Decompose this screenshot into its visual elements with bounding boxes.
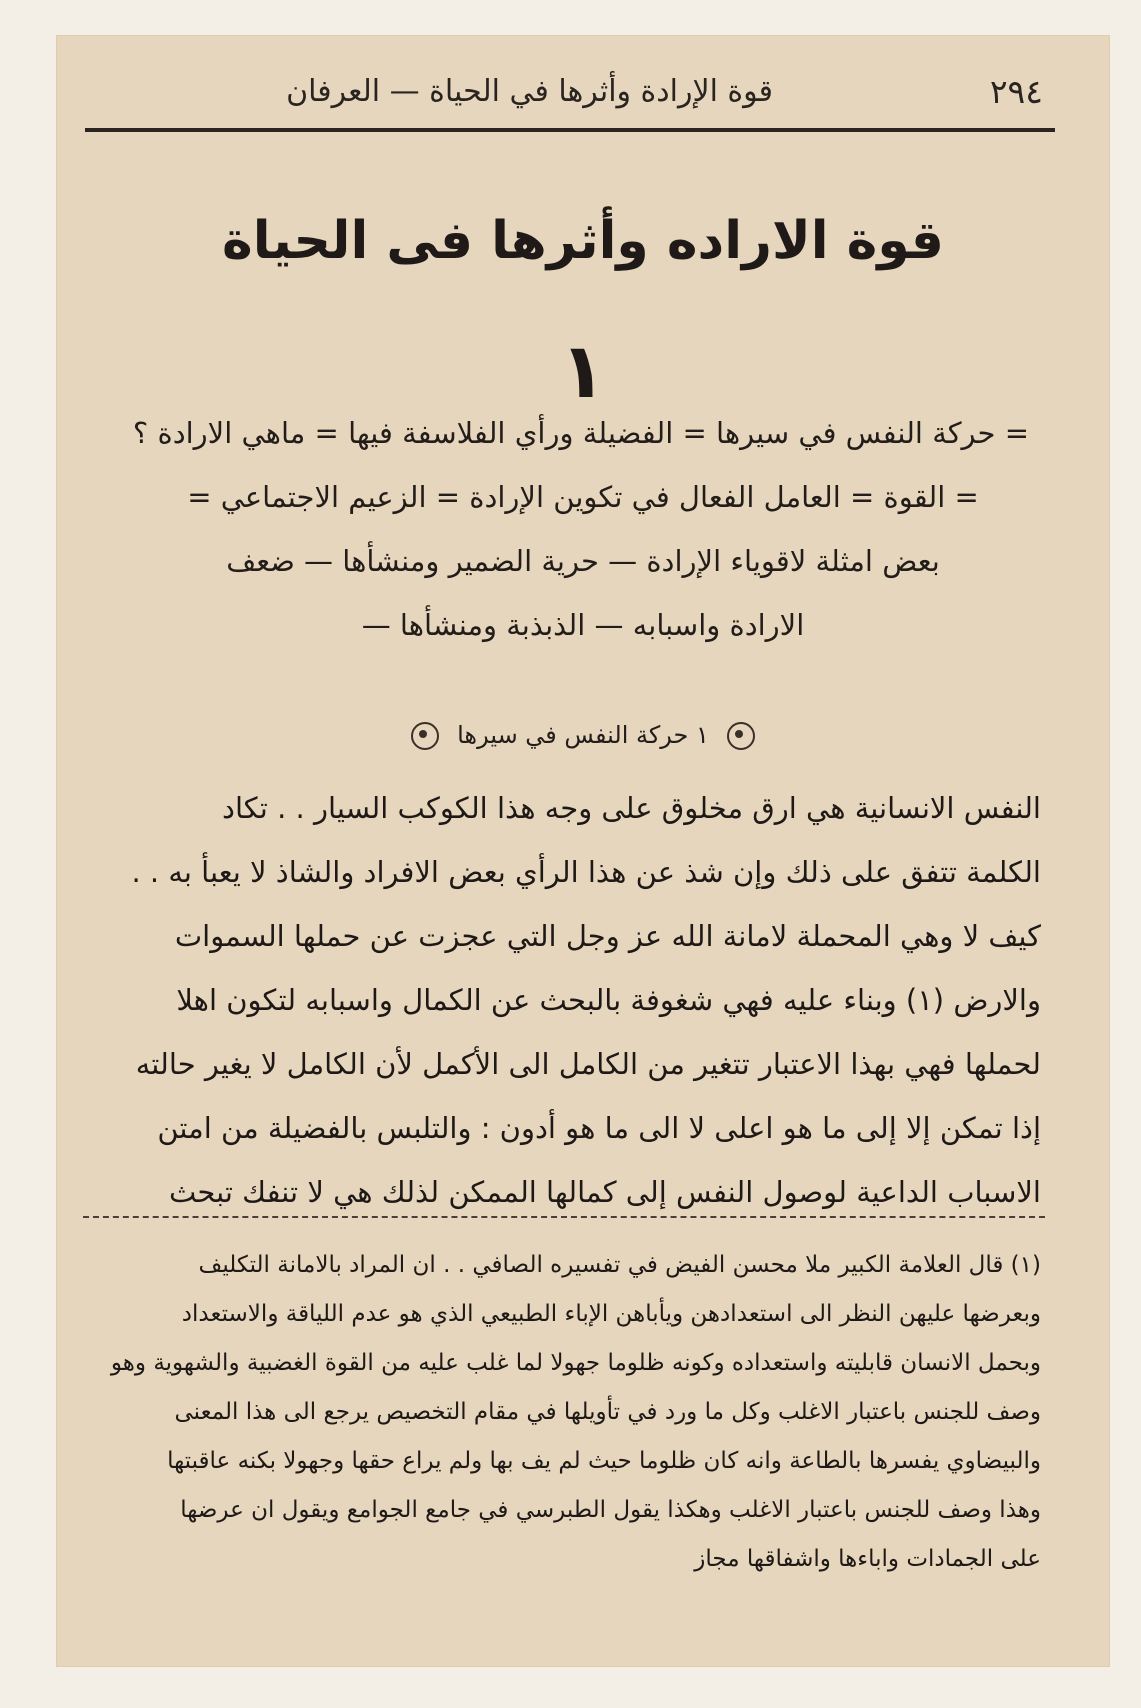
contents-line: = حركة النفس في سيرها = الفضيلة ورأي الفلاسفة فيها = ماهي الارادة ؟: [132, 416, 1029, 450]
footnote-line: وصف للجنس باعتبار الاغلب وكل ما ورد في تأويلها في مقام التخصيص يرجع الى هذا المعنى: [174, 1399, 1041, 1425]
footnotes: [83, 1241, 1041, 1584]
footnote-line: وبحمل الانسان قابليته واستعداده وكونه ظلوما جهولا لما غلب عليه من القوة الغضبية والشهوية وهو: [110, 1350, 1041, 1376]
footnote-line: والبيضاوي يفسرها بالطاعة وانه كان ظلوما حيث لم يف بها ولم يراع حقها وجهولا بكنه عاقبتها: [167, 1448, 1041, 1474]
body-line: الاسباب الداعية لوصول النفس إلى كمالها الممكن لذلك هي لا تنفك تبحث: [168, 1175, 1041, 1209]
body-line: كيف لا وهي المحملة لامانة الله عز وجل التي عجزت عن حملها السموات: [174, 919, 1041, 953]
body-line: الكلمة تتفق على ذلك وإن شذ عن هذا الرأي بعض الافراد والشاذ لا يعبأ به . .: [131, 855, 1041, 889]
part-number: ١: [559, 326, 607, 415]
page-number: ٢٩٤: [989, 72, 1043, 111]
footnote-divider: [83, 1216, 1045, 1218]
footnote-line: (١) قال العلامة الكبير ملا محسن الفيض في تفسيره الصافي . . ان المراد بالامانة التكليف: [198, 1252, 1041, 1278]
body-line: إذا تمكن إلا إلى ما هو اعلى لا الى ما هو أدون : والتلبس بالفضيلة من امتن: [157, 1111, 1041, 1145]
contents-line: = القوة = العامل الفعال في تكوين الإرادة = الزعيم الاجتماعي =: [187, 480, 979, 514]
article-title: قوة الاراده وأثرها فى الحياة: [222, 211, 944, 271]
contents-summary: [132, 401, 1029, 657]
book-page: [57, 36, 1109, 1666]
footnote-line: وهذا وصف للجنس باعتبار الاغلب وهكذا يقول الطبرسي في جامع الجوامع ويقول ان عرضها: [180, 1497, 1041, 1523]
body-line: النفس الانسانية هي ارق مخلوق على وجه هذا الكوكب السيار . . تكاد: [222, 791, 1041, 825]
ornament-icon: [727, 722, 755, 750]
body-line: لحملها فهي بهذا الاعتبار تتغير من الكامل الى الأكمل لأن الكامل لا يغير حالته: [135, 1047, 1041, 1081]
footnote-line: على الجمادات واباءها واشفاقها مجاز: [694, 1546, 1041, 1572]
header-rule: [85, 128, 1055, 132]
body-text: [83, 776, 1041, 1224]
body-line: والارض (١) وبناء عليه فهي شغوفة بالبحث عن الكمال واسبابه لتكون اهلا: [176, 983, 1041, 1017]
footnote-line: وبعرضها عليهن النظر الى استعدادهن ويأباهن الإباء الطبيعي الذي هو عدم اللياقة والاستعداد: [181, 1301, 1041, 1327]
contents-line: بعض امثلة لاقوياء الإرادة — حرية الضمير ومنشأها — ضعف: [226, 544, 940, 578]
running-head: قوة الإرادة وأثرها في الحياة — العرفان: [286, 74, 773, 109]
contents-line: الارادة واسبابه — الذبذبة ومنشأها —: [361, 608, 805, 642]
section-heading: [57, 721, 1109, 750]
page-header: [87, 66, 1073, 126]
section-heading-text: ١ حركة النفس في سيرها: [457, 721, 709, 749]
ornament-icon: [411, 722, 439, 750]
